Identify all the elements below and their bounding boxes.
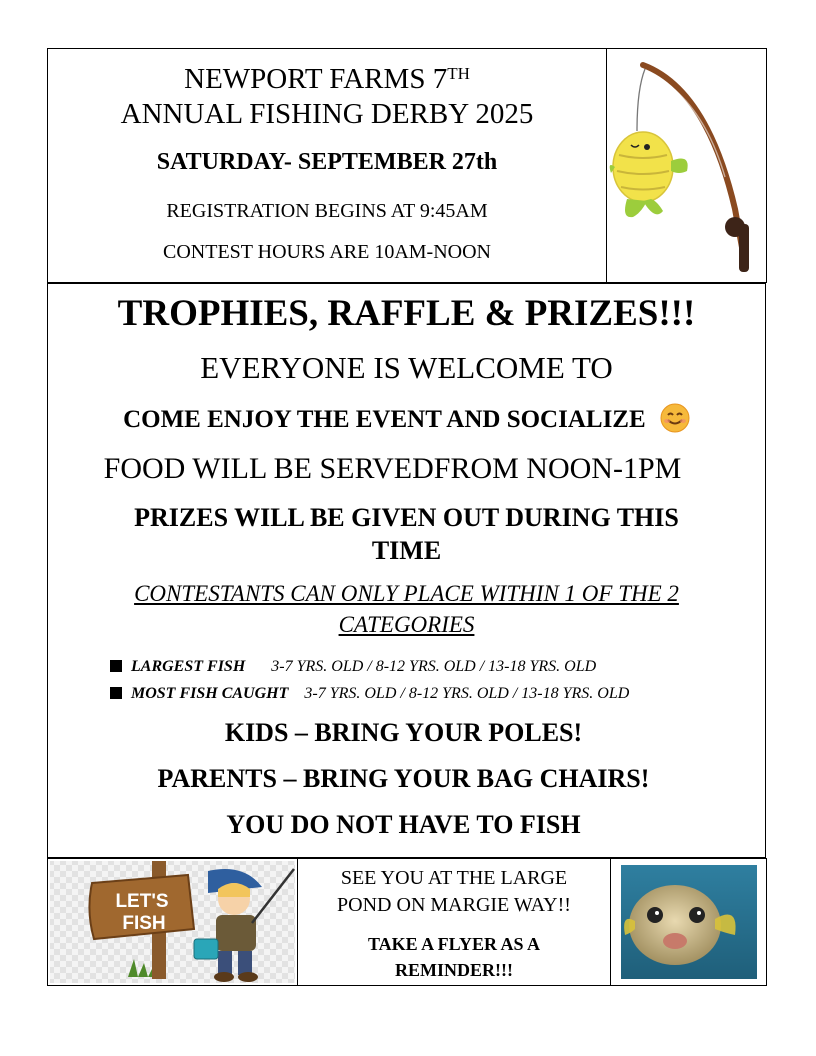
- category-name: MOST FISH CAUGHT: [131, 685, 289, 702]
- main-content-box: [47, 283, 766, 858]
- registration-time: REGISTRATION BEGINS AT 9:45AM: [166, 200, 488, 222]
- bullet-icon: [110, 687, 122, 699]
- flyer-line2: REMINDER!!!: [395, 960, 513, 980]
- contestants-rule-line1: CONTESTANTS CAN ONLY PLACE WITHIN 1 OF THE 2: [134, 581, 679, 606]
- pufferfish-photo: [611, 859, 766, 985]
- welcome-text: EVERYONE IS WELCOME TO: [200, 350, 613, 385]
- category-ages: 3-7 YRS. OLD / 8-12 YRS. OLD / 13-18 YRS. OLD: [271, 658, 597, 675]
- location-line1: SEE YOU AT THE LARGE: [340, 867, 568, 889]
- enjoy-text-row: [48, 403, 765, 434]
- title-ordinal: TH: [447, 64, 470, 83]
- contest-hours: CONTEST HOURS ARE 10AM-NOON: [163, 241, 491, 263]
- parents-text: PARENTS – BRING YOUR BAG CHAIRS!: [157, 764, 650, 793]
- location-line2: POND ON MARGIE WAY!!: [337, 894, 571, 916]
- food-text: FOOD WILL BE SERVEDFROM NOON-1PM: [103, 452, 682, 485]
- category-ages: 3-7 YRS. OLD / 8-12 YRS. OLD / 13-18 YRS. OLD: [304, 685, 630, 702]
- fishing-rod-icon: [607, 49, 766, 282]
- kids-text: KIDS – BRING YOUR POLES!: [224, 718, 583, 747]
- prizes-text-line1: PRIZES WILL BE GIVEN OUT DURING THIS: [134, 503, 679, 532]
- contestants-rule-line2: CATEGORIES: [338, 612, 475, 637]
- event-date: SATURDAY- SEPTEMBER 27th: [156, 149, 498, 175]
- event-title-line1: NEWPORT FARMS 7TH: [184, 63, 470, 95]
- header-text-box: [47, 48, 607, 283]
- flyer-line1: TAKE A FLYER AS A: [367, 934, 541, 954]
- no-fish-text: YOU DO NOT HAVE TO FISH: [226, 810, 581, 839]
- bullet-icon: [110, 660, 122, 672]
- event-title-line2: ANNUAL FISHING DERBY 2025: [120, 98, 534, 130]
- footer-lets-fish-box: [47, 858, 298, 986]
- smiling-face-icon: [660, 403, 690, 433]
- category-most-fish: [110, 685, 629, 703]
- footer-location-box: [297, 858, 611, 986]
- headline: TROPHIES, RAFFLE & PRIZES!!!: [117, 293, 696, 334]
- category-name: LARGEST FISH: [131, 658, 246, 675]
- category-largest-fish: [110, 658, 596, 676]
- kid-fishing-illustration: [48, 859, 297, 985]
- prizes-text-line2: TIME: [371, 536, 442, 565]
- header-image-box: [606, 48, 767, 283]
- sign-text-lets: LET'S: [115, 891, 169, 912]
- sign-text-fish: FISH: [122, 913, 166, 934]
- enjoy-text: COME ENJOY THE EVENT AND SOCIALIZE: [123, 406, 646, 433]
- footer-photo-box: [610, 858, 767, 986]
